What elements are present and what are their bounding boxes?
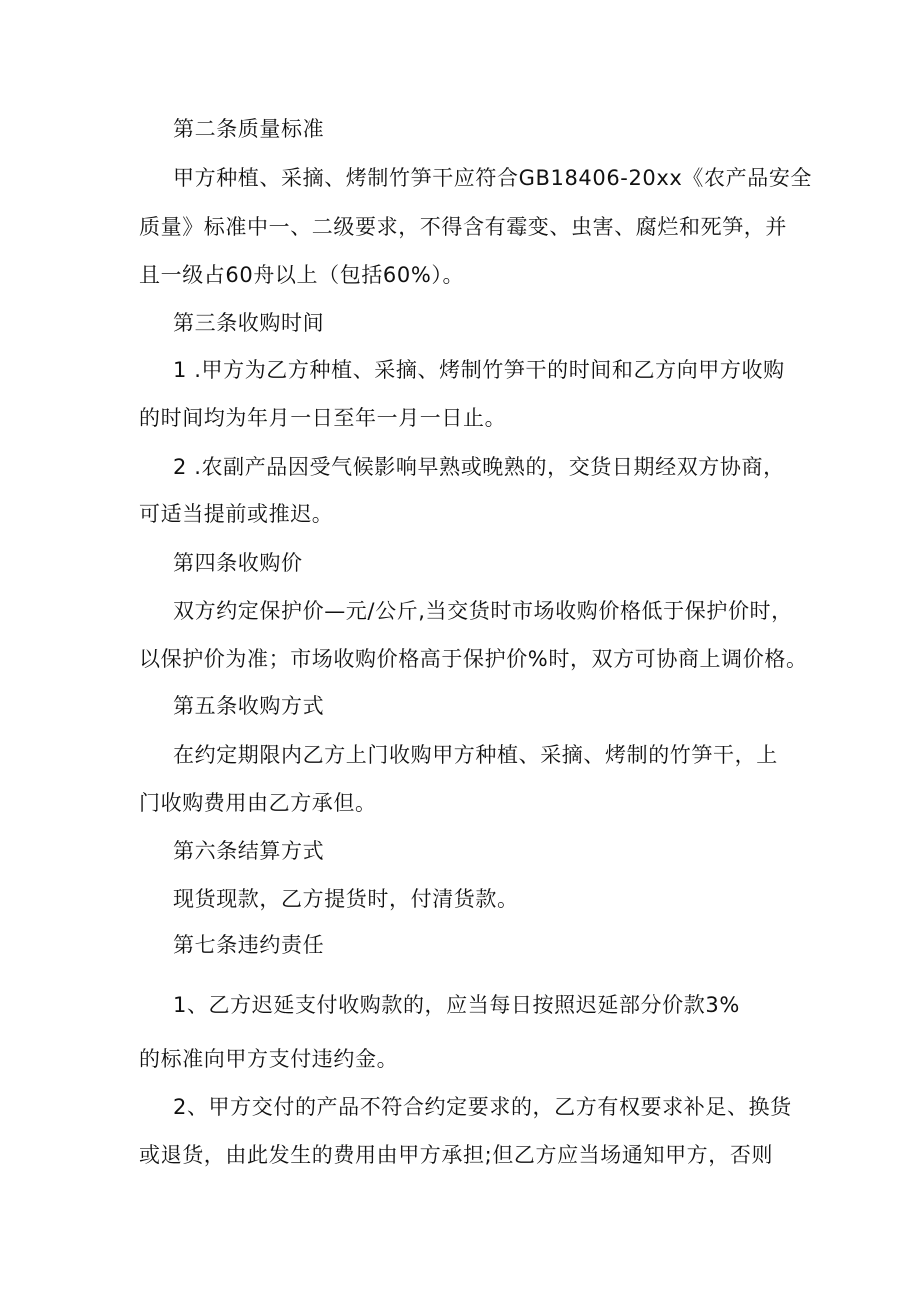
section-heading-7: 第七条违约责任 [173,933,325,957]
section-heading-3: 第三条收购时间 [173,311,325,335]
paragraph-line: 且一级占60舟以上（包括60%）。 [139,263,465,287]
paragraph-line: 1、乙方迟延支付收购款的，应当每日按照迟延部分价款3% [173,993,740,1017]
paragraph-line: 2、甲方交付的产品不符合约定要求的，乙方有权要求补足、换货 [173,1095,792,1119]
paragraph-line: 在约定期限内乙方上门收购甲方种植、采摘、烤制的竹笋干，上 [173,743,778,767]
paragraph-line: 门收购费用由乙方承但。 [139,791,377,815]
paragraph-line: 1 .甲方为乙方种植、采摘、烤制竹笋干的时间和乙方向甲方收购 [173,358,785,382]
paragraph-line: 现货现款，乙方提货时，付清货款。 [173,887,519,911]
paragraph-line: 的标准向甲方支付违约金。 [139,1047,399,1071]
paragraph-line: 或退货，由此发生的费用由甲方承担;但乙方应当场通知甲方，否则 [139,1143,774,1167]
paragraph-line: 双方约定保护价—元/公斤,当交货时市场收购价格低于保护价时， [173,599,793,623]
section-heading-5: 第五条收购方式 [173,694,325,718]
section-heading-4: 第四条收购价 [173,551,303,575]
paragraph-line: 的时间均为年月一日至年一月一日止。 [139,406,507,430]
paragraph-line: 以保护价为准；市场收购价格高于保护价%时，双方可协商上调价格。 [139,647,808,671]
section-heading-6: 第六条结算方式 [173,839,325,863]
paragraph-line: 2 .农副产品因受气候影响早熟或晚熟的，交货日期经双方协商， [173,455,785,479]
paragraph-line: 甲方种植、采摘、烤制竹笋干应符合GB18406-20xx《农产品安全 [173,166,813,190]
paragraph-line: 质量》标准中一、二级要求，不得含有霉变、虫害、腐烂和死笋，并 [139,215,787,239]
paragraph-line: 可适当提前或推迟。 [139,502,334,526]
section-heading-2: 第二条质量标准 [173,117,325,141]
